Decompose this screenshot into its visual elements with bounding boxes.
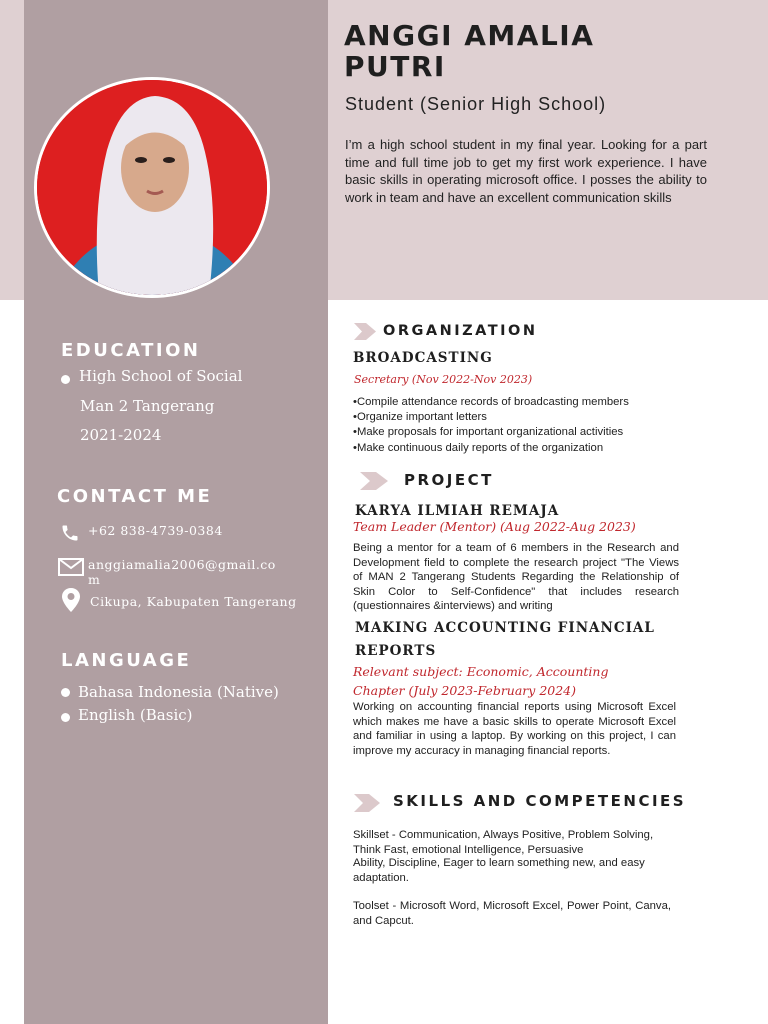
duty-item: •Make continuous daily reports of the organization bbox=[353, 441, 604, 454]
contact-location: Cikupa, Kabupaten Tangerang bbox=[90, 594, 297, 609]
location-pin-icon bbox=[61, 587, 81, 613]
project-heading: PROJECT bbox=[404, 471, 494, 489]
job-title: Student (Senior High School) bbox=[345, 94, 607, 114]
language-item: English (Basic) bbox=[78, 706, 193, 724]
project-1-name: KARYA ILMIAH REMAJA bbox=[355, 503, 560, 519]
bullet-dot bbox=[61, 713, 70, 722]
about-text: I’m a high school student in my final year. Looking for a part time and full time job to get my first work experience. I have basic skills in operating microsoft office. I posses the ability to work in team and have an excellent communication skills bbox=[345, 137, 707, 205]
email-line-1: anggiamalia2006@gmail.co bbox=[88, 557, 276, 572]
duty-item: •Organize important letters bbox=[353, 411, 487, 424]
bullet-dot bbox=[61, 688, 70, 697]
project-2-name bbox=[355, 617, 655, 663]
project-2-subject bbox=[353, 662, 608, 700]
language-item: Bahasa Indonesia (Native) bbox=[78, 683, 279, 701]
full-name bbox=[344, 20, 724, 82]
email-icon bbox=[58, 558, 84, 576]
contact-phone[interactable]: +62 838-4739-0384 bbox=[88, 523, 223, 538]
contact-email[interactable] bbox=[88, 557, 276, 587]
project-1-role: Team Leader (Mentor) (Aug 2022-Aug 2023) bbox=[353, 519, 636, 534]
project-2-name-line-2: REPORTS bbox=[355, 643, 437, 659]
duty-item: •Make proposals for important organizational activities bbox=[353, 426, 624, 439]
project-1-description: Being a mentor for a team of 6 members in the Research and Development field to complete the research project "The Views of MAN 2 Tangerang Students Regarding the Relationship of Skin Color to Self-Confidence" that includes research (questionnaires &interviews) and writing bbox=[353, 542, 679, 612]
contact-heading: CONTACT ME bbox=[57, 486, 213, 507]
organization-role: Secretary (Nov 2022-Nov 2023) bbox=[354, 373, 533, 386]
skillset-line2: Ability, Discipline, Eager to learn something new, and easy adaptation. bbox=[353, 857, 645, 884]
skills-heading: SKILLS AND COMPETENCIES bbox=[393, 792, 687, 810]
project-2-chapter-line: Chapter (July 2023-February 2024) bbox=[353, 683, 577, 698]
duty-item: •Compile attendance records of broadcasting members bbox=[353, 396, 629, 408]
skillset-line1: Skillset - Communication, Always Positive, Problem Solving, Think Fast, emotional Intelligence, Persuasive bbox=[353, 829, 654, 856]
language-heading: LANGUAGE bbox=[61, 650, 192, 671]
project-2-subject-line: Relevant subject: Economic, Accounting bbox=[353, 664, 609, 679]
name-line-1: ANGGI AMALIA bbox=[344, 19, 595, 52]
project-2-name-line-1: MAKING ACCOUNTING FINANCIAL bbox=[355, 620, 655, 636]
toolset-text: Toolset - Microsoft Word, Microsoft Excel, Power Point, Canva, and Capcut. bbox=[353, 900, 671, 927]
chevron-right-icon bbox=[360, 472, 388, 490]
chevron-right-icon bbox=[354, 794, 380, 812]
profile-photo bbox=[34, 77, 270, 298]
organization-name: BROADCASTING bbox=[353, 350, 493, 366]
phone-icon bbox=[60, 523, 80, 543]
bullet-dot bbox=[61, 375, 70, 384]
education-school-line1: High School of Social bbox=[79, 367, 243, 385]
education-heading: EDUCATION bbox=[61, 340, 201, 361]
name-line-2: PUTRI bbox=[344, 50, 446, 83]
email-line-2: m bbox=[88, 572, 101, 587]
organization-duties bbox=[353, 395, 629, 456]
education-school-line2: Man 2 Tangerang bbox=[80, 397, 215, 415]
organization-heading: ORGANIZATION bbox=[383, 323, 538, 339]
portrait-illustration bbox=[37, 80, 267, 295]
chevron-right-icon bbox=[354, 323, 376, 340]
project-2-description: Working on accounting financial reports using Microsoft Excel which makes me have a basic skills to operate Microsoft Excel and familiar in using a laptop. By working on this project, I can improve my accuracy in managing financial reports. bbox=[353, 701, 676, 757]
education-years: 2021-2024 bbox=[80, 426, 162, 444]
